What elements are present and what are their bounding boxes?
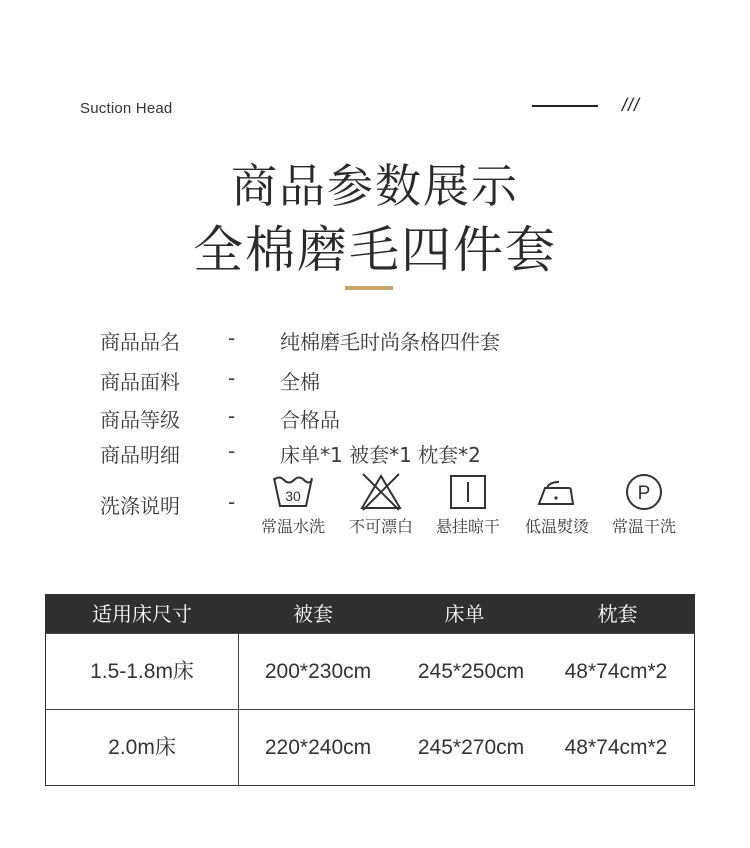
care-item-dryclean bbox=[604, 472, 684, 537]
care-item-wash bbox=[253, 472, 333, 537]
spec-dash: - bbox=[228, 366, 236, 390]
table-cell: 245*250cm bbox=[417, 660, 525, 683]
table-header-cell: 被套 bbox=[293, 602, 333, 626]
spec-label: 洗涤说明 bbox=[100, 494, 180, 518]
care-label: 不可漂白 bbox=[348, 517, 413, 536]
care-label: 常温水洗 bbox=[260, 517, 325, 536]
spec-value: 全棉 bbox=[280, 370, 320, 394]
table-header-cell: 适用床尺寸 bbox=[92, 602, 192, 626]
table-cell: 1.5-1.8m床 bbox=[90, 660, 194, 683]
wash-30-icon bbox=[271, 472, 315, 512]
brand-divider bbox=[532, 105, 598, 107]
spec-value: 纯棉磨毛时尚条格四件套 bbox=[280, 330, 500, 354]
table-cell: 200*230cm bbox=[264, 660, 372, 683]
dry-clean-letter: P bbox=[637, 483, 651, 504]
spec-label: 商品品名 bbox=[100, 330, 180, 354]
care-item-bleach bbox=[341, 472, 421, 537]
spec-dash: - bbox=[228, 490, 236, 514]
table-cell: 48*74cm*2 bbox=[564, 736, 668, 759]
wash-temp-text: 30 bbox=[285, 488, 301, 504]
table-header bbox=[46, 595, 694, 633]
spec-dash: - bbox=[228, 404, 236, 428]
slashes-decoration: /// bbox=[622, 95, 641, 115]
gold-divider bbox=[345, 286, 393, 290]
page-title: 商品参数展示 bbox=[231, 159, 519, 213]
table-header-cell: 枕套 bbox=[597, 602, 638, 626]
spec-value: 合格品 bbox=[280, 408, 340, 432]
brand-label: Suction Head bbox=[80, 100, 173, 117]
table-cell: 48*74cm*2 bbox=[564, 660, 668, 683]
spec-dash: - bbox=[228, 326, 236, 350]
spec-value: 床单*1 被套*1 枕套*2 bbox=[280, 443, 481, 467]
spec-label: 商品明细 bbox=[100, 443, 180, 467]
page-subtitle: 全棉磨毛四件套 bbox=[193, 221, 557, 279]
table-cell: 245*270cm bbox=[417, 736, 525, 759]
table-header-cell: 床单 bbox=[444, 602, 485, 626]
spec-label: 商品面料 bbox=[100, 370, 180, 394]
care-label: 低温熨烫 bbox=[524, 517, 589, 536]
table-cell: 2.0m床 bbox=[108, 736, 176, 759]
spec-label: 商品等级 bbox=[100, 408, 180, 432]
no-bleach-icon bbox=[359, 472, 403, 512]
hang-dry-icon bbox=[446, 472, 490, 512]
size-table bbox=[45, 594, 695, 786]
care-item-iron bbox=[517, 472, 597, 537]
dry-clean-p-icon bbox=[622, 472, 666, 512]
care-label: 悬挂晾干 bbox=[435, 517, 500, 536]
spec-dash: - bbox=[228, 439, 236, 463]
care-item-dry bbox=[428, 472, 508, 537]
low-iron-icon bbox=[535, 472, 579, 512]
care-label: 常温干洗 bbox=[611, 517, 676, 536]
table-cell: 220*240cm bbox=[264, 736, 372, 759]
